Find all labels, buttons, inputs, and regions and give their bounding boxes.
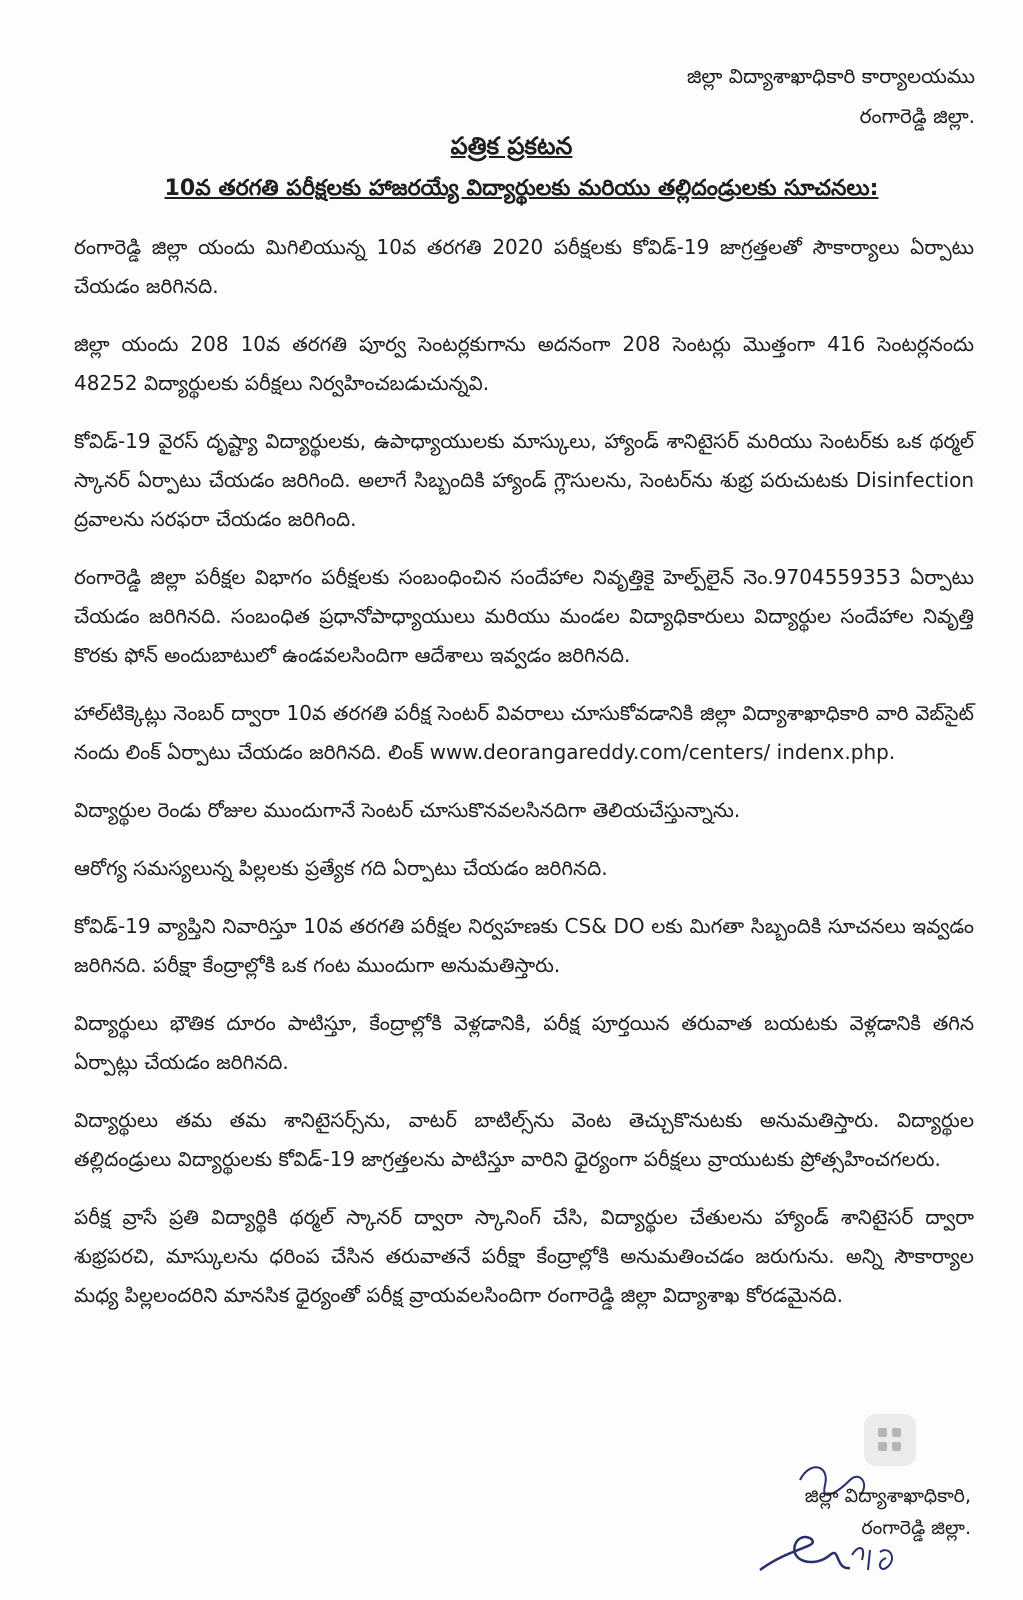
document-body <box>74 228 974 1334</box>
signatory-district: రంగారెడ్డి జిల్లా. <box>861 1517 971 1539</box>
paragraph: పరీక్ష వ్రాసే ప్రతి విద్యార్థికి థర్మల్ స్కానర్ ద్వారా స్కానింగ్ చేసి, విద్యార్థుల చేతులను హ్యాండ్ శానిటైసర్ ద్వారా శుభ్రపరచి, మాస్కులను ధరింప చేసిన తరువాతనే పరీక్షా కేంద్రాల్లోకి అనుమతించడం జరుగును. అన్ని సౌకార్యాల మధ్య పిల్లలందరిని మానసిక ధైర్యంతో పరీక్ష వ్రాయవలసిందిగా రంగారెడ్డి జిల్లా విద్యాశాఖ కోరడమైనది. <box>74 1205 974 1307</box>
paragraph: రంగారెడ్డి జిల్లా యందు మిగిలియున్న 10వ తరగతి 2020 పరీక్షలకు కోవిడ్-19 జాగ్రత్తలతో సౌకార్యాలు ఏర్పాటు చేయడం జరిగినది. <box>74 235 974 298</box>
paragraph: రంగారెడ్డి జిల్లా పరీక్షల విభాగం పరీక్షలకు సంబంధించిన సందేహాల నివృత్తికై హెల్ప్‌లైన్ నెం.9704559353 ఏర్పాటు చేయడం జరిగినది. సంబంధిత ప్రధానోపాధ్యాయులు మరియు మండల విద్యాధికారులు విద్యార్థుల సందేహాల నివృత్తి కొరకు ఫోన్ అందుబాటులో ఉండవలసిందిగా ఆదేశాలు ఇవ్వడం జరిగినది. <box>74 565 974 667</box>
paragraph: విద్యార్థులు తమ తమ శానిటైసర్స్‌ను, వాటర్ బాటిల్స్‌ను వెంట తెచ్చుకొనుటకు అనుమతిస్తారు. విద్యార్థుల తల్లిదండ్రులు విద్యార్థులకు కోవిడ్-19 జాగ్రత్తలను పాటిస్తూ వారిని ధైర్యంగా పరీక్షలు వ్రాయుటకు ప్రోత్సహించగలరు. <box>74 1108 974 1171</box>
paragraph: కోవిడ్-19 వైరస్ దృష్ట్యా విద్యార్థులకు, ఉపాధ్యాయులకు మాస్కులు, హ్యాండ్ శానిటైసర్ మరియు సెంటర్‌కు ఒక థర్మల్ స్కానర్ ఏర్పాటు చేయడం జరిగింది. అలాగే సిబ్బందికి హ్యాండ్ గ్లౌసులను, సెంటర్‌ను శుభ్ర పరుచుటకు Disinfection ద్రవాలను సరఫరా చేయడం జరిగింది. <box>74 429 974 531</box>
paragraph: హాల్‌టిక్కెట్లు నెంబర్ ద్వారా 10వ తరగతి పరీక్ష సెంటర్ వివరాలు చూసుకోవడానికి జిల్లా విద్యాశాఖాధికారి వారి వెబ్‌సైట్ నందు లింక్ ఏర్పాటు చేయడం జరిగినది. లింక్ www.deorangareddy.com/centers/ indenx.php. <box>74 701 974 764</box>
paragraph: విద్యార్థుల రెండు రోజుల ముందుగానే సెంటర్ చూసుకొనవలసినదిగా తెలియచేస్తున్నాను. <box>74 798 741 822</box>
office-name: జిల్లా విద్యాశాఖాధికారి కార్యాలయము <box>686 64 975 88</box>
paragraph: కోవిడ్-19 వ్యాప్తిని నివారిస్తూ 10వ తరగతి పరీక్షల నిర్వహణకు CS& DO లకు మిగతా సిబ్బందికి సూచనలు ఇవ్వడం జరిగినది. పరీక్షా కేంద్రాల్లోకి ఒక గంట ముందుగా అనుమతిస్తారు. <box>74 914 974 977</box>
press-release-subtitle: 10వ తరగతి పరీక్షలకు హాజరయ్యే విద్యార్థులకు మరియు తల్లిదండ్రులకు సూచనలు: <box>164 176 879 201</box>
signatory-title: జిల్లా విద్యాశాఖాధికారి, <box>804 1485 971 1507</box>
paragraph: ఆరోగ్య సమస్యలున్న పిల్లలకు ప్రత్యేక గది ఏర్పాటు చేయడం జరిగినది. <box>74 856 608 880</box>
office-district: రంగారెడ్డి జిల్లా. <box>859 104 975 128</box>
office-address <box>687 56 975 136</box>
paragraph: విద్యార్థులు భౌతిక దూరం పాటిస్తూ, కేంద్రాల్లోకి వెళ్లడానికి, పరీక్ష పూర్తయిన తరువాత బయటకు వెళ్లడానికి తగిన ఏర్పాట్లు చేయడం జరిగినది. <box>74 1011 974 1074</box>
press-release-title: పత్రిక ప్రకటన <box>450 132 573 160</box>
paragraph: జిల్లా యందు 208 10వ తరగతి పూర్వ సెంటర్లకుగాను అదనంగా 208 సెంటర్లు మొత్తంగా 416 సెంటర్లనందు 48252 విద్యార్థులకు పరీక్షలు నిర్వహించబడుచున్నవి. <box>74 332 974 395</box>
signatory <box>805 1480 971 1544</box>
